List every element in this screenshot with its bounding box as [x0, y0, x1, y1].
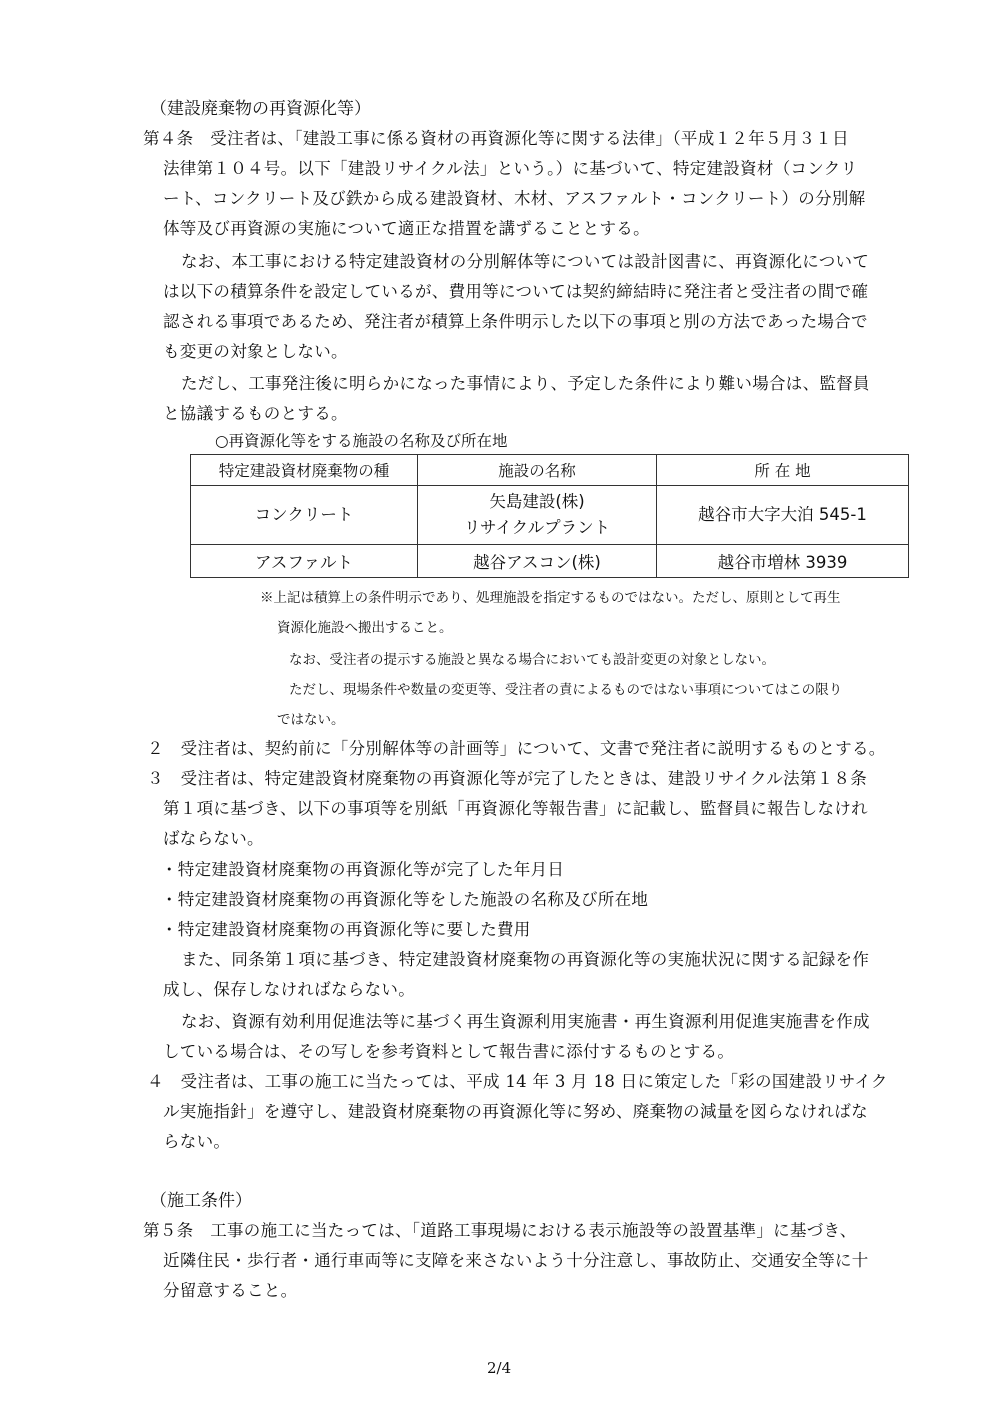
table-cell: 越谷市増林 3939 — [657, 545, 909, 578]
table-cell: コンクリート — [191, 486, 418, 545]
bullet-item: ・特定建設資材廃棄物の再資源化等に要した費用 — [161, 920, 531, 939]
item3-line: 第１項に基づき、以下の事項等を別紙「再資源化等報告書」に記載し、監督員に報告しなけれ — [163, 799, 868, 818]
table-header-cell: 施設の名称 — [418, 455, 657, 486]
article4-line: 体等及び再資源の実施について適正な措置を講ずることとする。 — [163, 219, 650, 238]
item3-para3-line: なお、資源有効利用促進法等に基づく再生資源利用実施書・再生資源利用促進実施書を作成 — [181, 1012, 870, 1031]
table-caption: ○再資源化等をする施設の名称及び所在地 — [215, 432, 508, 450]
section-heading-recycling: （建設廃棄物の再資源化等） — [150, 99, 371, 119]
item4-line: らない。 — [163, 1132, 231, 1151]
table-cell: 越谷市大字大泊 545-1 — [657, 486, 909, 545]
facility-name-line: リサイクルプラント — [463, 518, 611, 537]
facility-name-line: 矢島建設(株) — [489, 492, 585, 511]
article5-line: 第５条 工事の施工に当たっては、「道路工事現場における表示施設等の設置基準」に基づき、 — [143, 1221, 857, 1240]
item4-line: ４ 受注者は、工事の施工に当たっては、平成 14 年 3 月 18 日に策定した「彩の国建設リサイク — [147, 1072, 888, 1091]
item2-line: ２ 受注者は、契約前に「分別解体等の計画等」について、文書で発注者に説明するものとする。 — [147, 739, 886, 758]
article4-para3-line: ただし、工事発注後に明らかになった事情により、予定した条件により難い場合は、監督員 — [181, 374, 870, 393]
table-header-cell: 所 在 地 — [657, 455, 909, 486]
table-note-line: ではない。 — [277, 712, 345, 728]
table-cell: 越谷アスコン(株) — [418, 545, 657, 578]
table-note-line: なお、受注者の提示する施設と異なる場合においても設計変更の対象としない。 — [289, 652, 775, 668]
article5-line: 分留意すること。 — [163, 1281, 298, 1300]
table-cell: アスファルト — [191, 545, 418, 578]
article5-line: 近隣住民・歩行者・通行車両等に支障を来さないよう十分注意し、事故防止、交通安全等に十 — [163, 1251, 869, 1270]
table-header-row — [191, 455, 909, 486]
table-cell — [418, 486, 657, 545]
item4-line: ル実施指針」を遵守し、建設資材廃棄物の再資源化等に努め、廃棄物の減量を図らなければな — [163, 1102, 868, 1121]
facility-table — [190, 454, 909, 578]
table-note-line: ※上記は積算上の条件明示であり、処理施設を指定するものではない。ただし、原則として再生 — [260, 590, 841, 606]
table-note-line: ただし、現場条件や数量の変更等、受注者の責によるものではない事項についてはこの限り — [289, 682, 843, 698]
table-header-cell: 特定建設資材廃棄物の種 — [191, 455, 418, 486]
bullet-item: ・特定建設資材廃棄物の再資源化等が完了した年月日 — [161, 860, 565, 879]
item3-line: ばならない。 — [163, 829, 264, 848]
table-row — [191, 545, 909, 578]
page-number: 2/4 — [487, 1359, 512, 1377]
bullet-item: ・特定建設資材廃棄物の再資源化等をした施設の名称及び所在地 — [161, 890, 649, 909]
item3-para2-line: 成し、保存しなければならない。 — [163, 980, 415, 999]
article4-para2-line: なお、本工事における特定建設資材の分別解体等については設計図書に、再資源化について — [181, 252, 870, 271]
article4-para2-line: も変更の対象としない。 — [163, 342, 348, 361]
item3-para3-line: している場合は、その写しを参考資料として報告書に添付するものとする。 — [163, 1042, 735, 1061]
article4-line: 第４条 受注者は、「建設工事に係る資材の再資源化等に関する法律」（平成１２年５月３１日 — [143, 129, 849, 148]
article4-para2-line: は以下の積算条件を設定しているが、費用等については契約締結時に発注者と受注者の間で確 — [163, 282, 869, 301]
article4-para3-line: と協議するものとする。 — [163, 404, 348, 423]
table-note-line: 資源化施設へ搬出すること。 — [277, 620, 453, 636]
article4-para2-line: 認される事項であるため、発注者が積算上条件明示した以下の事項と別の方法であった場合で — [163, 312, 868, 331]
section-heading-construction: （施工条件） — [150, 1191, 252, 1211]
table-row — [191, 486, 909, 545]
article4-line: ート、コンクリート及び鉄から成る建設資材、木材、アスファルト・コンクリート）の分別解 — [163, 189, 866, 208]
item3-para2-line: また、同条第１項に基づき、特定建設資材廃棄物の再資源化等の実施状況に関する記録を作 — [181, 950, 870, 969]
item3-line: ３ 受注者は、特定建設資材廃棄物の再資源化等が完了したときは、建設リサイクル法第１８条 — [147, 769, 868, 788]
article4-line: 法律第１０４号。以下「建設リサイクル法」という。）に基づいて、特定建設資材（コンクリ — [163, 159, 858, 178]
